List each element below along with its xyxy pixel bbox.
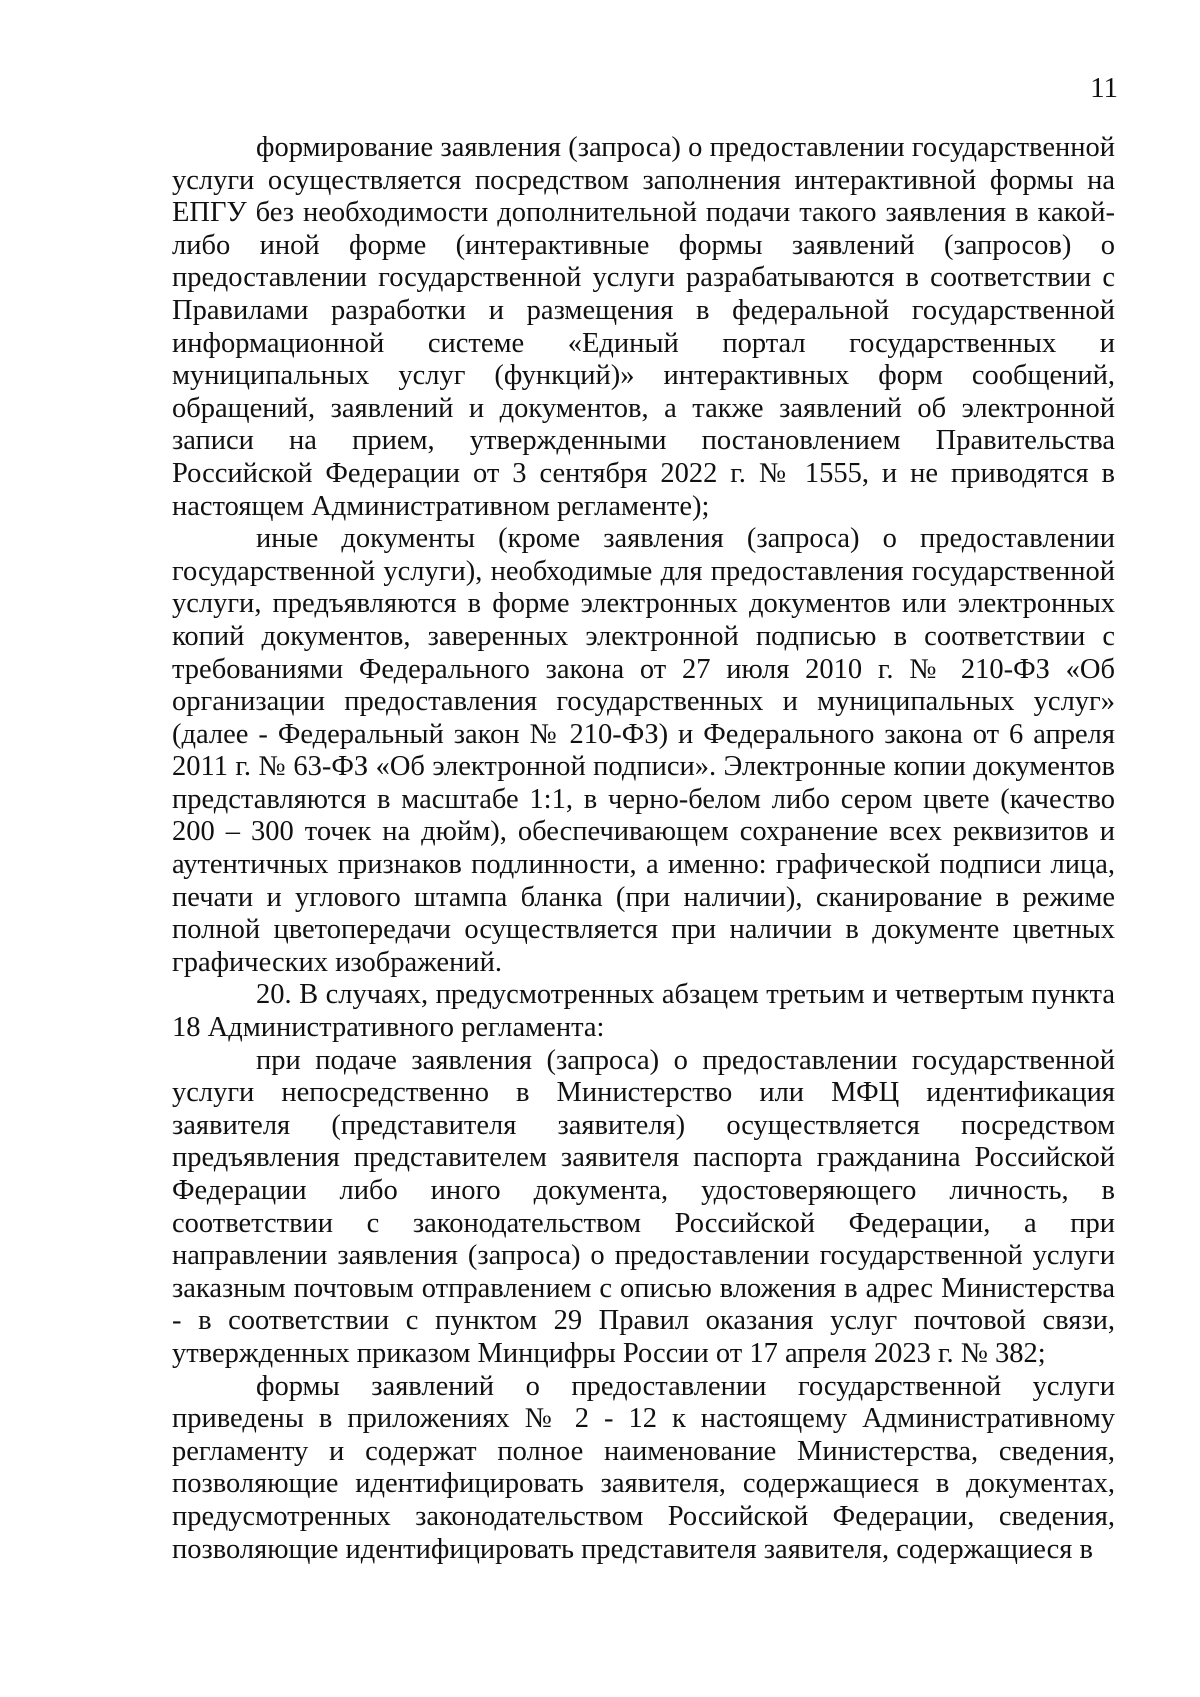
paragraph-other-electronic-documents: иные документы (кроме заявления (запроса) о предоставлении государственной услуги), необходимые для предоставления государственной услуги, предъявляются в форме электронных документов или электронных копий документов, заверенных электронной подписью в соответствии с требованиями Федерального закона от 27 июля 2010 г. № 210-ФЗ «Об организации предоставления государственных и муниципальных услуг» (далее - Федеральный закон № 210-ФЗ) и Федерального закона от 6 апреля 2011 г. № 63-ФЗ «Об электронной подписи». Электронные копии документов представляются в масштабе 1:1, в черно-белом либо сером цвете (качество 200 – 300 точек на дюйм), обеспечивающем сохранение всех реквизитов и аутентичных признаков подлинности, а именно: графической подписи лица, печати и углового штампа бланка (при наличии), сканирование в режиме полной цветопередачи осуществляется при наличии в документе цветных графических изображений. (172, 523, 1115, 978)
body-text (172, 132, 1115, 1566)
page-number: 11 (1090, 72, 1118, 104)
paragraph-application-forms: формы заявлений о предоставлении государственной услуги приведены в приложениях № 2 - 12 к настоящему Административному регламенту и содержат полное наименование Министерства, сведения, позволяющие идентифицировать заявителя, содержащиеся в документах, предусмотренных законодательством Российской Федерации, сведения, позволяющие идентифицировать представителя заявителя, содержащиеся в (172, 1370, 1115, 1565)
paragraph-item-20: 20. В случаях, предусмотренных абзацем третьим и четвертым пункта 18 Административного регламента: (172, 979, 1115, 1044)
paragraph-electronic-application-form: формирование заявления (запроса) о предоставлении государственной услуги осуществляется посредством заполнения интерактивной формы на ЕПГУ без необходимости дополнительной подачи такого заявления в какой-либо иной форме (интерактивные формы заявлений (запросов) о предоставлении государственной услуги разрабатываются в соответствии с Правилами разработки и размещения в федеральной государственной информационной системе «Единый портал государственных и муниципальных услуг (функций)» интерактивных форм сообщений, обращений, заявлений и документов, а также заявлений об электронной записи на прием, утвержденными постановлением Правительства Российской Федерации от 3 сентября 2022 г. № 1555, и не приводятся в настоящем Административном регламенте); (172, 132, 1115, 522)
paragraph-in-person-identification: при подаче заявления (запроса) о предоставлении государственной услуги непосредственно в Министерство или МФЦ идентификация заявителя (представителя заявителя) осуществляется посредством предъявления представителем заявителя паспорта гражданина Российской Федерации либо иного документа, удостоверяющего личность, в соответствии с законодательством Российской Федерации, а при направлении заявления (запроса) о предоставлении государственной услуги заказным почтовым отправлением с описью вложения в адрес Министерства - в соответствии с пунктом 29 Правил оказания услуг почтовой связи, утвержденных приказом Минцифры России от 17 апреля 2023 г. № 382; (172, 1044, 1115, 1369)
